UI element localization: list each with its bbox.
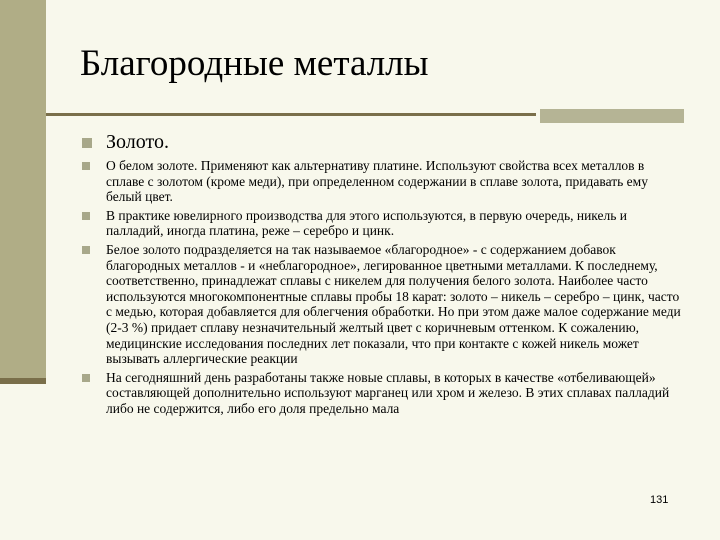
bullet-square-icon	[82, 246, 90, 254]
title-divider	[46, 113, 536, 116]
list-item	[82, 242, 682, 367]
bullet-square-icon	[82, 138, 92, 148]
bullet-square-icon	[82, 374, 90, 382]
bullet-text: В практике ювелирного производства для этого используются, в первую очередь, никель и палладий, иногда платина, реже – серебро и цинк.	[106, 207, 628, 239]
bullet-text: На сегодняшний день разработаны также новые сплавы, в которых в качестве «отбеливающей» составляющей дополнительно используют марганец или хром и железо. В этих сплавах палладий либо не содержится, либо его доля предельно мала	[106, 369, 670, 416]
bullet-text: Золото.	[106, 131, 169, 153]
page-number: 131	[650, 494, 669, 506]
left-accent-bar-edge	[0, 378, 46, 384]
list-item	[82, 370, 682, 417]
bullet-square-icon	[82, 162, 90, 170]
list-item	[82, 158, 682, 205]
bullet-text: Белое золото подразделяется на так называемое «благородное» - с содержанием добавок благородных металлов - и «неблагородное», легированное цветными металлами. К последнему, соответственно, принадлежат сплавы с никелем для получения белого золота. Наиболее часто используются многокомпонентные сплавы пробы 18 карат: золото – никель – серебро – цинк, часто с медью, которая добавляется для облегчения обработки. Но при этом даже малое содержание меди (2-3 %) придает сплаву незначительный желтый цвет с коричневым оттенком. К сожалению, медицинские исследования последних лет показали, что при контакте с кожей никель может вызывать аллергические реакции	[106, 241, 681, 367]
list-item	[82, 208, 682, 239]
list-item	[82, 130, 682, 154]
bullet-list	[82, 130, 682, 420]
bullet-square-icon	[82, 212, 90, 220]
slide-title: Благородные металлы	[80, 43, 429, 84]
bullet-text: О белом золоте. Применяют как альтернативу платине. Используют свойства всех металлов в сплаве с золотом (кроме меди), при определенном содержании в сплаве золота, придавать ему белый цвет.	[106, 158, 648, 205]
title-divider-block	[540, 109, 684, 123]
left-accent-bar	[0, 0, 46, 384]
